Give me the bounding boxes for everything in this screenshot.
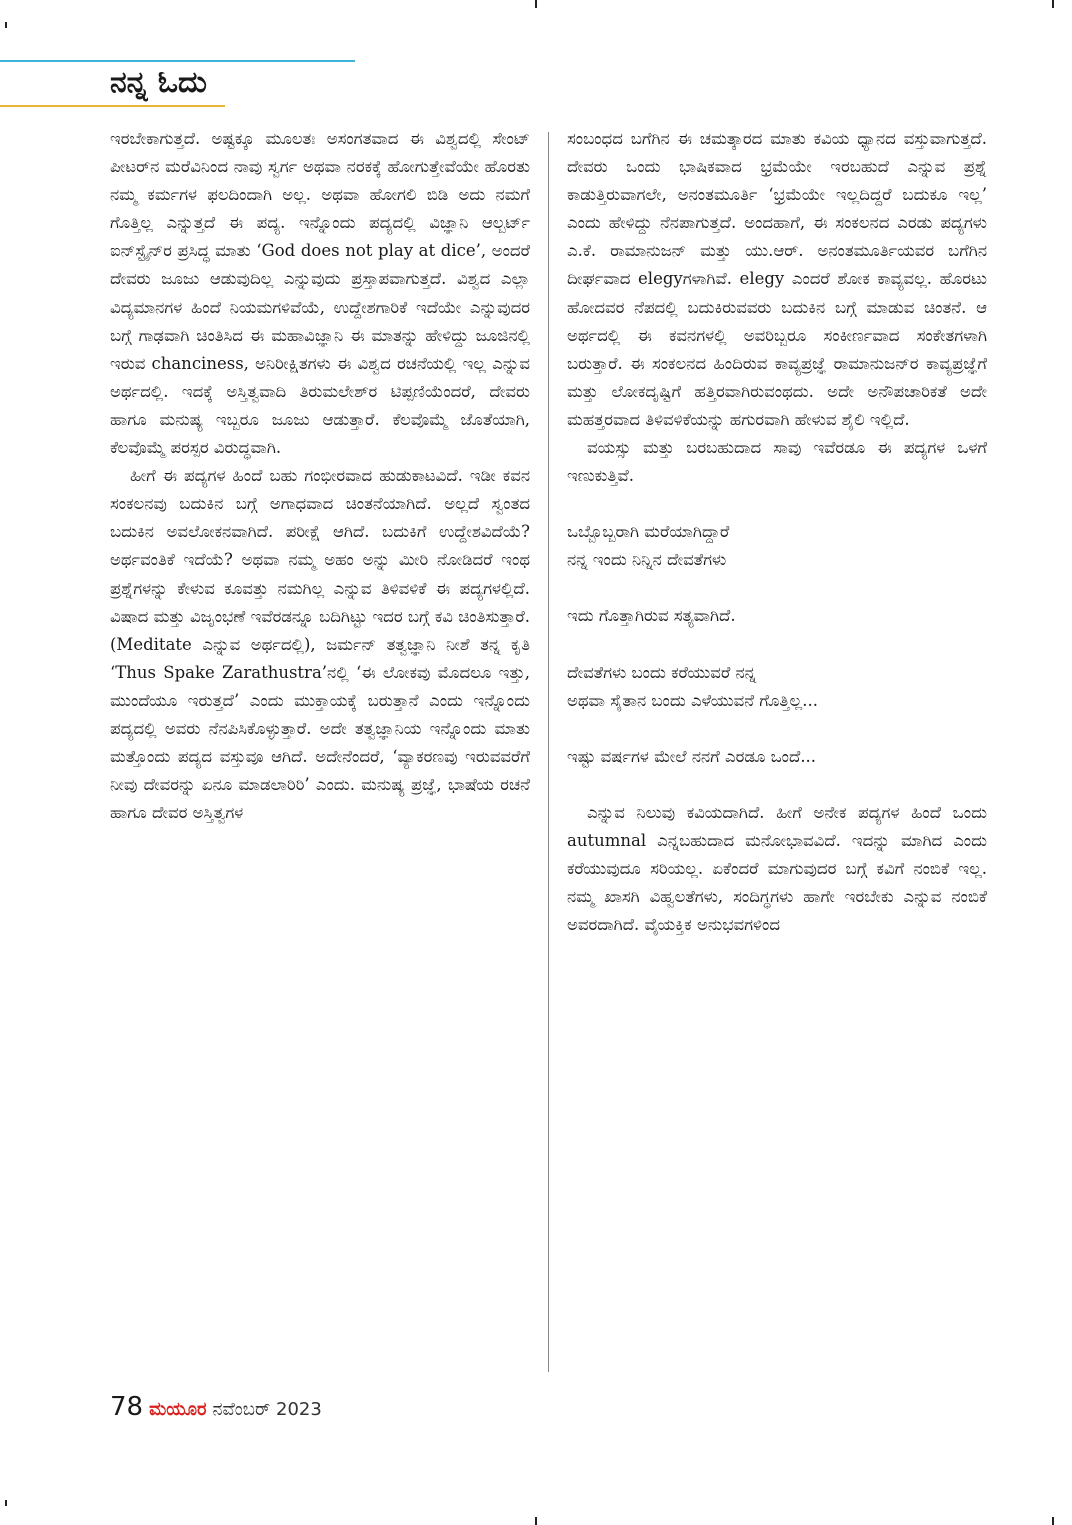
page-footer xyxy=(110,1392,322,1422)
crop-mark-top-right xyxy=(1052,0,1054,8)
issue-date: ನವೆಂಬರ್ 2023 xyxy=(212,1399,322,1420)
verse-stanza-4 xyxy=(567,743,987,771)
verse-stanza-2 xyxy=(567,602,987,630)
verse-line: ಅಥವಾ ಸೈತಾನ ಬಂದು ಎಳೆಯುವನೆ ಗೊತ್ತಿಲ್ಲ... xyxy=(567,690,818,710)
header-rule-bottom xyxy=(0,105,225,107)
right-paragraph-2: ವಯಸ್ಸು ಮತ್ತು ಬರಬಹುದಾದ ಸಾವು ಇವೆರಡೂ ಈ ಪದ್ಯಗಳ ಒಳಗೆ ಇಣುಕುತ್ತಿವೆ. xyxy=(567,438,987,486)
right-paragraph-3: ಎನ್ನುವ ನಿಲುವು ಕವಿಯದಾಗಿದೆ. ಹೀಗೆ ಅನೇಕ ಪದ್ಯಗಳ ಹಿಂದೆ ಒಂದು autumnal ಎನ್ನಬಹುದಾದ ಮನೋಭಾವವಿದೆ. ಇದನ್ನು ಮಾಗಿದ ಎಂದು ಕರೆಯುವುದೂ ಸರಿಯಲ್ಲ. ಏಕೆಂದರೆ ಮಾಗುವುದರ ಬಗ್ಗೆ ಕವಿಗೆ ನಂಬಿಕೆ ಇಲ್ಲ. ನಮ್ಮ ಖಾಸಗಿ ವಿಹ್ವಲತೆಗಳು, ಸಂದಿಗ್ಧಗಳು ಹಾಗೇ ಇರಬೇಕು ಎನ್ನುವ ನಂಬಿಕೆ ಅವರದಾಗಿದೆ. ವೈಯಕ್ತಿಕ ಅನುಭವಗಳಿಂದ xyxy=(567,802,987,935)
verse-stanza-3 xyxy=(567,659,987,715)
magazine-logo: ಮಯೂರ xyxy=(149,1399,207,1420)
verse-line: ಒಬ್ಬೊಬ್ಬರಾಗಿ ಮರೆಯಾಗಿದ್ದಾರೆ xyxy=(567,522,730,542)
verse-line: ಇದು ಗೊತ್ತಾಗಿರುವ ಸತ್ಯವಾಗಿದೆ. xyxy=(567,606,736,626)
left-paragraph-2: ಹೀಗೆ ಈ ಪದ್ಯಗಳ ಹಿಂದೆ ಬಹು ಗಂಭೀರವಾದ ಹುಡುಕಾಟವಿದೆ. ಇಡೀ ಕವನ ಸಂಕಲನವು ಬದುಕಿನ ಬಗ್ಗೆ ಅಗಾಧವಾದ ಚಿಂತನೆಯಾಗಿದೆ. ಅಲ್ಲದೆ ಸ್ವಂತದ ಬದುಕಿನ ಅವಲೋಕನವಾಗಿದೆ. ಪರೀಕ್ಷೆ ಆಗಿದೆ. ಬದುಕಿಗೆ ಉದ್ದೇಶವಿದೆಯೆ? ಅರ್ಥವಂತಿಕೆ ಇದೆಯೆ? ಅಥವಾ ನಮ್ಮ ಅಹಂ ಅನ್ನು ಮೀರಿ ನೋಡಿದರೆ ಇಂಥ ಪ್ರಶ್ನೆಗಳನ್ನು ಕೇಳುವ ಕೂವತ್ತು ನಮಗಿಲ್ಲ ಎನ್ನುವ ತಿಳಿವಳಿಕೆ ಈ ಪದ್ಯಗಳಲ್ಲಿದೆ. ವಿಷಾದ ಮತ್ತು ವಿಜೃಂಭಣೆ ಇವೆರಡನ್ನೂ ಬದಿಗಿಟ್ಟು ಇದರ ಬಗ್ಗೆ ಕವಿ ಚಿಂತಿಸುತ್ತಾರೆ. (Meditate ಎನ್ನುವ ಅರ್ಥದಲ್ಲಿ), ಜರ್ಮನ್ ತತ್ವಜ್ಞಾನಿ ನೀಶೆ ತನ್ನ ಕೃತಿ ‘Thus Spake Zarathustra’ನಲ್ಲಿ ‘ಈ ಲೋಕವು ಮೊದಲೂ ಇತ್ತು, ಮುಂದೆಯೂ ಇರುತ್ತದೆ’ ಎಂದು ಮುಕ್ತಾಯಕ್ಕೆ ಬರುತ್ತಾನೆ ಎಂದು ಇನ್ನೊಂದು ಪದ್ಯದಲ್ಲಿ ಅವರು ನೆನಪಿಸಿಕೊಳ್ಳುತ್ತಾರೆ. ಅದೇ ತತ್ವಜ್ಞಾನಿಯ ಇನ್ನೊಂದು ಮಾತು ಮತ್ತೊಂದು ಪದ್ಯದ ವಸ್ತುವೂ ಆಗಿದೆ. ಅದೇನೆಂದರೆ, ‘ವ್ಯಾಕರಣವು ಇರುವವರೆಗೆ ನೀವು ದೇವರನ್ನು ಏನೂ ಮಾಡಲಾರಿರಿ’ ಎಂದು. ಮನುಷ್ಯ ಪ್ರಜ್ಞೆ, ಭಾಷೆಯ ರಚನೆ ಹಾಗೂ ದೇವರ ಅಸ್ತಿತ್ವಗಳ xyxy=(110,466,530,823)
crop-mark-bottom-center xyxy=(535,1517,537,1525)
right-column xyxy=(567,125,987,939)
crop-mark-bottom-left xyxy=(5,1500,7,1506)
crop-mark-top-left xyxy=(5,22,7,28)
crop-mark-bottom-right xyxy=(1052,1517,1054,1525)
verse-line: ದೇವತೆಗಳು ಬಂದು ಕರೆಯುವರೆ ನನ್ನ xyxy=(567,662,757,682)
page-number: 78 xyxy=(110,1392,144,1422)
left-column xyxy=(110,125,530,827)
right-paragraph-1: ಸಂಬಂಧದ ಬಗೆಗಿನ ಈ ಚಮತ್ಕಾರದ ಮಾತು ಕವಿಯ ಧ್ಯಾನದ ವಸ್ತುವಾಗುತ್ತದೆ. ದೇವರು ಒಂದು ಭಾಷಿಕವಾದ ಭ್ರಮೆಯೇ ಇರಬಹುದೆ ಎನ್ನುವ ಪ್ರಶ್ನೆ ಕಾಡುತ್ತಿರುವಾಗಲೇ, ಅನಂತಮೂರ್ತಿ ‘ಭ್ರಮೆಯೇ ಇಲ್ಲದಿದ್ದರೆ ಬದುಕೂ ಇಲ್ಲ’ ಎಂದು ಹೇಳಿದ್ದು ನೆನಪಾಗುತ್ತದೆ. ಅಂದಹಾಗೆ, ಈ ಸಂಕಲನದ ಎರಡು ಪದ್ಯಗಳು ಎ.ಕೆ. ರಾಮಾನುಜನ್ ಮತ್ತು ಯು.ಆರ್. ಅನಂತಮೂರ್ತಿಯವರ ಬಗೆಗಿನ ದೀರ್ಘವಾದ elegyಗಳಾಗಿವೆ. elegy ಎಂದರೆ ಶೋಕ ಕಾವ್ಯವಲ್ಲ. ಹೊರಟು ಹೋದವರ ನೆಪದಲ್ಲಿ ಬದುಕಿರುವವರು ಬದುಕಿನ ಬಗ್ಗೆ ಮಾಡುವ ಚಿಂತನೆ. ಆ ಅರ್ಥದಲ್ಲಿ ಈ ಕವನಗಳಲ್ಲಿ ಅವರಿಬ್ಬರೂ ಸಂಕೀರ್ಣವಾದ ಸಂಕೇತಗಳಾಗಿ ಬರುತ್ತಾರೆ. ಈ ಸಂಕಲನದ ಹಿಂದಿರುವ ಕಾವ್ಯಪ್ರಜ್ಞೆ ರಾಮಾನುಜನ್‌ರ ಕಾವ್ಯಪ್ರಜ್ಞೆಗೆ ಮತ್ತು ಲೋಕದೃಷ್ಟಿಗೆ ಹತ್ತಿರವಾಗಿರುವಂಥದು. ಅದೇ ಅನೌಪಚಾರಿಕತೆ ಅದೇ ಮಹತ್ತರವಾದ ತಿಳಿವಳಿಕೆಯನ್ನು ಹಗುರವಾಗಿ ಹೇಳುವ ಶೈಲಿ ಇಲ್ಲಿದೆ. xyxy=(567,129,987,429)
verse-line: ನನ್ನ ಇಂದು ನಿನ್ನಿನ ದೇವತೆಗಳು xyxy=(567,550,727,570)
verse-line: ಇಷ್ಟು ವರ್ಷಗಳ ಮೇಲೆ ನನಗೆ ಎರಡೂ ಒಂದೆ... xyxy=(567,746,817,766)
section-title: ನನ್ನ ಓದು xyxy=(110,65,207,100)
left-paragraph-1: ಇರಬೇಕಾಗುತ್ತದೆ. ಅಷ್ಟಕ್ಕೂ ಮೂಲತಃ ಅಸಂಗತವಾದ ಈ ವಿಶ್ವದಲ್ಲಿ ಸೇಂಟ್ ಪೀಟರ್‌ನ ಮರೆವಿನಿಂದ ನಾವು ಸ್ವರ್ಗ ಅಥವಾ ನರಕಕ್ಕೆ ಹೋಗುತ್ತೇವೆಯೇ ಹೊರತು ನಮ್ಮ ಕರ್ಮಗಳ ಫಲದಿಂದಾಗಿ ಅಲ್ಲ. ಅಥವಾ ಹೋಗಲಿ ಬಿಡಿ ಅದು ನಮಗೆ ಗೊತ್ತಿಲ್ಲ ಎನ್ನುತ್ತದೆ ಈ ಪದ್ಯ. ಇನ್ನೊಂದು ಪದ್ಯದಲ್ಲಿ ವಿಜ್ಞಾನಿ ಆಲ್ಬರ್ಟ್ ಐನ್‌ಸ್ಟೈನ್‌ರ ಪ್ರಸಿದ್ಧ ಮಾತು ‘God does not play at dice’, ಅಂದರೆ ದೇವರು ಜೂಜು ಆಡುವುದಿಲ್ಲ ಎನ್ನುವುದು ಪ್ರಸ್ತಾಪವಾಗುತ್ತದೆ. ವಿಶ್ವದ ಎಲ್ಲಾ ವಿದ್ಯಮಾನಗಳ ಹಿಂದೆ ನಿಯಮಗಳಿವೆಯೆ, ಉದ್ದೇಶಗಾರಿಕೆ ಇದೆಯೇ ಎನ್ನುವುದರ ಬಗ್ಗೆ ಗಾಢವಾಗಿ ಚಿಂತಿಸಿದ ಈ ಮಹಾವಿಜ್ಞಾನಿ ಈ ಮಾತನ್ನು ಹೇಳಿದ್ದು ಜೂಜಿನಲ್ಲಿ ಇರುವ chanciness, ಅನಿರೀಕ್ಷಿತಗಳು ಈ ವಿಶ್ವದ ರಚನೆಯಲ್ಲಿ ಇಲ್ಲ ಎನ್ನುವ ಅರ್ಥದಲ್ಲಿ. ಇದಕ್ಕೆ ಅಸ್ತಿತ್ವವಾದಿ ತಿರುಮಲೇಶ್‌ರ ಟಿಪ್ಪಣಿಯೆಂದರೆ, ದೇವರು ಹಾಗೂ ಮನುಷ್ಯ ಇಬ್ಬರೂ ಜೂಜು ಆಡುತ್ತಾರೆ. ಕೆಲವೊಮ್ಮೆ ಜೊತೆಯಾಗಿ, ಕೆಲವೊಮ್ಮೆ ಪರಸ್ಪರ ವಿರುದ್ಧವಾಗಿ. xyxy=(110,129,530,458)
column-divider xyxy=(548,132,549,1372)
crop-mark-top-center xyxy=(535,0,537,8)
verse-stanza-1 xyxy=(567,518,987,574)
